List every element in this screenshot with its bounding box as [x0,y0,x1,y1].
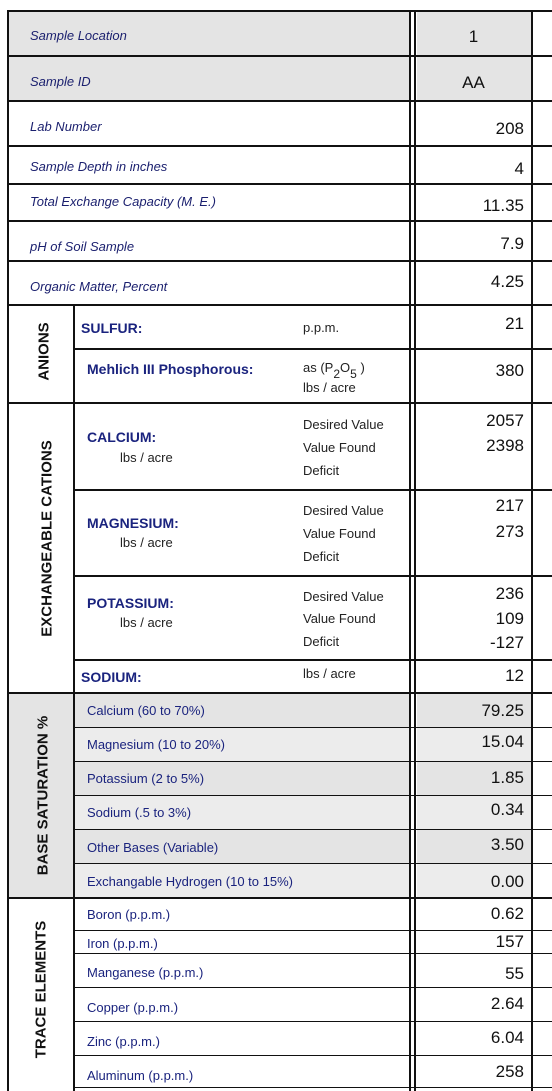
sodium-unit: lbs / acre [303,666,356,681]
phosphorous-label: Mehlich III Phosphorous: [87,361,254,377]
row-line [75,659,552,661]
potassium-deficit-value: -127 [489,633,524,652]
zinc-label: Zinc (p.p.m.) [87,1034,160,1049]
magnesium-deficit-label: Deficit [303,549,340,564]
row-line [7,55,552,57]
calcium-found-value: 2398 [486,436,524,455]
boron-label: Boron (p.p.m.) [87,907,171,922]
row-line [75,489,552,491]
calcium-desired-value: 2057 [486,411,524,430]
exchange-capacity-label: Total Exchange Capacity (M. E.) [30,194,216,209]
row-line [75,795,552,796]
sample-id-label: Sample ID [30,74,91,89]
sample-location-value: 1 [468,27,479,46]
row-line [7,402,552,404]
organic-matter-value: 4.25 [490,272,524,291]
exchange-capacity-value: 11.35 [482,196,524,215]
calcium-desired-label: Desired Value [303,417,384,432]
base-saturation-section-label: BASE SATURATION % [34,715,52,876]
bs-other-bases-value: 3.50 [490,835,524,854]
potassium-deficit-label: Deficit [303,634,340,649]
magnesium-found-label: Value Found [303,526,376,541]
sample-id-value: AA [462,73,485,92]
potassium-found-label: Value Found [303,611,376,626]
magnesium-unit: lbs / acre [120,535,173,550]
phosphorous-unit-line2: lbs / acre [303,380,356,395]
trace-elements-section-label: TRACE ELEMENTS [32,920,50,1059]
row-line [75,930,552,931]
sample-depth-value: 4 [514,159,524,178]
row-line [75,987,552,988]
bs-sodium-value: 0.34 [490,800,524,819]
row-line [7,145,552,147]
aluminum-value: 258 [495,1062,524,1081]
row-line [75,1055,552,1056]
iron-label: Iron (p.p.m.) [87,936,158,951]
row-line [75,727,552,728]
sodium-value: 12 [505,666,524,685]
copper-value: 2.64 [490,994,524,1013]
bs-calcium-value: 79.25 [481,701,524,720]
calcium-found-label: Value Found [303,440,376,455]
bs-other-bases-label: Other Bases (Variable) [87,840,219,855]
sample-depth-label: Sample Depth in inches [30,159,168,174]
bs-calcium-label: Calcium (60 to 70%) [87,703,205,718]
sulfur-unit: p.p.m. [303,320,340,335]
divider [409,10,411,1091]
iron-value: 157 [495,932,524,951]
aluminum-label: Aluminum (p.p.m.) [87,1068,194,1083]
bs-magnesium-label: Magnesium (10 to 20%) [87,737,226,752]
row-line [7,10,552,12]
magnesium-found-value: 273 [495,522,524,541]
row-line [75,1021,552,1022]
sample-location-label: Sample Location [30,28,127,43]
divider [414,10,416,1091]
ph-value: 7.9 [500,234,524,253]
potassium-desired-label: Desired Value [303,589,384,604]
row-line [7,220,552,222]
organic-matter-label: Organic Matter, Percent [30,279,168,294]
bs-magnesium-value: 15.04 [481,732,524,751]
row-line [75,1087,552,1088]
bs-hydrogen-value: 0.00 [490,872,524,891]
anions-section-label: ANIONS [35,322,53,381]
row-line [7,692,552,694]
magnesium-desired-value: 217 [495,496,524,515]
lab-number-value: 208 [495,119,524,138]
bs-potassium-label: Potassium (2 to 5%) [87,771,205,786]
calcium-deficit-label: Deficit [303,463,340,478]
manganese-label: Manganese (p.p.m.) [87,965,204,980]
boron-value: 0.62 [490,904,524,923]
lab-number-label: Lab Number [30,119,102,134]
section-divider [73,306,75,1091]
cations-section-label: EXCHANGEABLE CATIONS [38,440,56,637]
row-line [75,575,552,577]
row-line [75,348,552,350]
potassium-desired-value: 236 [495,584,524,603]
potassium-unit: lbs / acre [120,615,173,630]
calcium-label: CALCIUM: [87,429,157,445]
row-line [75,863,552,864]
potassium-found-value: 109 [495,609,524,628]
sodium-label: SODIUM: [81,669,142,685]
phosphorous-unit-line1: as (P2O5 ) [303,360,365,381]
row-line [7,183,552,185]
phosphorous-value: 380 [495,361,524,380]
bs-potassium-value: 1.85 [490,768,524,787]
bs-hydrogen-label: Exchangable Hydrogen (10 to 15%) [87,874,293,889]
row-line [75,953,552,954]
divider [531,10,533,1091]
sulfur-value: 21 [505,314,524,333]
row-line [7,304,552,306]
zinc-value: 6.04 [490,1028,524,1047]
row-line [7,100,552,102]
magnesium-desired-label: Desired Value [303,503,384,518]
row-line [7,897,552,899]
potassium-label: POTASSIUM: [87,595,174,611]
border-left [7,10,9,1091]
copper-label: Copper (p.p.m.) [87,1000,179,1015]
calcium-unit: lbs / acre [120,450,173,465]
row-line [75,829,552,830]
bs-sodium-label: Sodium (.5 to 3%) [87,805,192,820]
manganese-value: 55 [505,964,524,983]
ph-label: pH of Soil Sample [30,239,135,254]
row-line [7,260,552,262]
sulfur-label: SULFUR: [81,320,143,336]
row-line [75,761,552,762]
magnesium-label: MAGNESIUM: [87,515,179,531]
